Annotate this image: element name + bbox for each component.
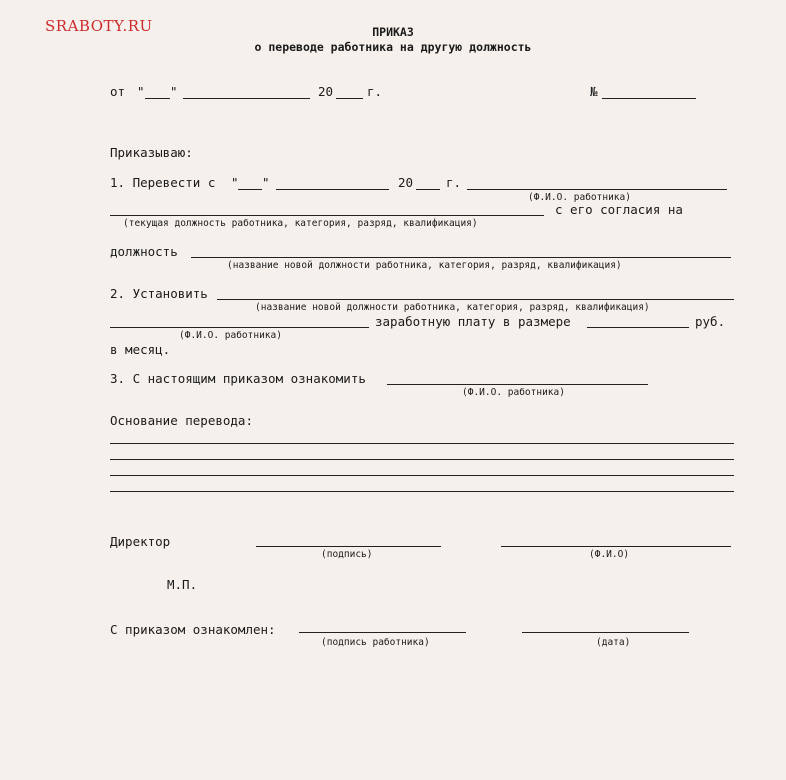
item2-per-month: в месяц. xyxy=(110,342,171,357)
item1-prefix: 1. Перевести с xyxy=(110,175,216,190)
document-subtitle: о переводе работника на другую должность xyxy=(254,40,532,54)
director-label: Директор xyxy=(110,534,171,549)
item3-prefix: 3. С настоящим приказом ознакомить xyxy=(110,371,366,386)
item2-salary-text: заработную плату в размере xyxy=(375,314,571,329)
orders-heading: Приказываю: xyxy=(110,145,193,160)
acquainted-date-caption: (дата) xyxy=(596,637,631,648)
item1-month-blank xyxy=(276,189,389,190)
item1-quote-open: " xyxy=(231,175,239,190)
item1-new-position-caption: (название новой должности работника, категория, разряд, квалификация) xyxy=(227,260,622,271)
basis-line-4 xyxy=(110,491,734,492)
item1-current-position-caption: (текущая должность работника, категория, разряд, квалификация) xyxy=(123,218,478,229)
director-fio-blank xyxy=(501,546,731,547)
order-number-blank xyxy=(602,98,696,99)
item2-currency: руб. xyxy=(695,314,726,329)
day-blank xyxy=(145,98,170,99)
item1-consent-text: с его согласия на xyxy=(555,202,683,217)
date-from-label: от xyxy=(110,84,126,99)
basis-label: Основание перевода: xyxy=(110,413,253,428)
date-quote-close: " xyxy=(170,84,178,99)
item2-fio-blank xyxy=(110,327,369,328)
item1-year-suffix: г. xyxy=(446,175,462,190)
item2-new-position-blank xyxy=(217,299,734,300)
item1-quote-close: " xyxy=(262,175,270,190)
year-blank xyxy=(336,98,363,99)
item2-new-position-caption: (название новой должности работника, категория, разряд, квалификация) xyxy=(255,302,650,313)
acquainted-signature-caption: (подпись работника) xyxy=(321,637,430,648)
order-number-sign: № xyxy=(590,84,598,99)
item2-prefix: 2. Установить xyxy=(110,286,208,301)
item1-new-position-blank xyxy=(191,257,731,258)
year-suffix: г. xyxy=(367,84,383,99)
acquainted-date-blank xyxy=(522,632,689,633)
basis-line-2 xyxy=(110,459,734,460)
acquainted-label: С приказом ознакомлен: xyxy=(110,622,276,637)
item1-year-blank xyxy=(416,189,440,190)
year-prefix: 20 xyxy=(318,84,334,99)
item1-position-label: должность xyxy=(110,244,178,259)
acquainted-signature-blank xyxy=(299,632,466,633)
basis-line-3 xyxy=(110,475,734,476)
seal-label: М.П. xyxy=(167,577,198,592)
item1-fio-caption: (Ф.И.О. работника) xyxy=(528,192,631,203)
item1-day-blank xyxy=(238,189,262,190)
director-signature-caption: (подпись) xyxy=(321,549,373,560)
item1-fio-blank xyxy=(467,189,727,190)
director-signature-blank xyxy=(256,546,441,547)
month-blank xyxy=(183,98,310,99)
item3-fio-caption: (Ф.И.О. работника) xyxy=(462,387,565,398)
item2-salary-blank xyxy=(587,327,689,328)
date-quote-open: " xyxy=(137,84,145,99)
basis-line-1 xyxy=(110,443,734,444)
item2-fio-caption: (Ф.И.О. работника) xyxy=(179,330,282,341)
item3-fio-blank xyxy=(387,384,648,385)
item1-current-position-blank xyxy=(110,215,544,216)
item1-year-prefix: 20 xyxy=(398,175,414,190)
watermark-logo: SRABOTY.RU xyxy=(45,17,153,35)
document-title: ПРИКАЗ xyxy=(372,25,414,39)
director-fio-caption: (Ф.И.О) xyxy=(589,549,630,560)
